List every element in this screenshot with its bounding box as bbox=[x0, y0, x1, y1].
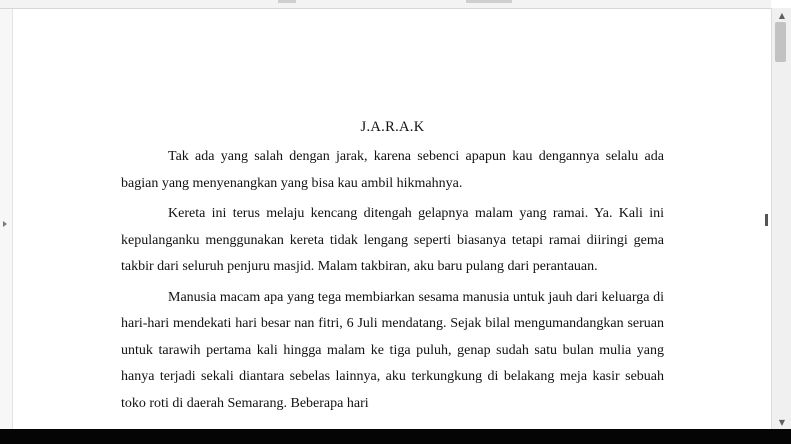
document-page[interactable] bbox=[13, 9, 770, 429]
paragraph: Tak ada yang salah dengan jarak, karena sebenci apapun kau dengannya selalu ada bagian yang menyenangkan yang bisa kau ambil hikmahnya. bbox=[121, 149, 664, 191]
bottom-taskbar bbox=[0, 429, 791, 444]
text-cursor-marker bbox=[765, 214, 768, 226]
ruler-marker bbox=[466, 0, 512, 3]
left-margin-gutter bbox=[0, 9, 13, 429]
vertical-scrollbar[interactable] bbox=[771, 8, 791, 429]
ruler-strip bbox=[0, 0, 771, 9]
paragraph: Kereta ini terus melaju kencang ditengah gelapnya malam yang ramai. Ya. Kali ini kepulanganku menggunakan kereta tidak lengang seperti biasanya tetapi ramai diiringi gema takbir dari seluruh penjuru masjid. Malam takbiran, aku baru pulang dari perantauan. bbox=[121, 206, 664, 274]
scroll-up-icon[interactable]: ▲ bbox=[778, 10, 786, 20]
ruler-marker bbox=[278, 0, 296, 3]
document-body bbox=[121, 117, 664, 421]
scroll-down-icon[interactable]: ▼ bbox=[778, 417, 786, 427]
paragraph: Manusia macam apa yang tega membiarkan sesama manusia untuk jauh dari keluarga di hari-hari mendekati hari besar nan fitri, 6 Juli mendatang. Sejak bilal mengumandangkan seruan untuk tarawih pertama kali hingga malam ke tiga puluh, genap sudah satu bulan mulia yang hanya terjadi sekali diantara sebelas lainnya, aku terkungkung di belakang meja kasir sebuah toko roti di daerah Semarang. Beberapa hari bbox=[121, 289, 664, 411]
scroll-thumb[interactable] bbox=[775, 22, 786, 62]
document-title: J.A.R.A.K bbox=[360, 119, 425, 135]
collapse-arrow-icon[interactable] bbox=[3, 221, 7, 227]
